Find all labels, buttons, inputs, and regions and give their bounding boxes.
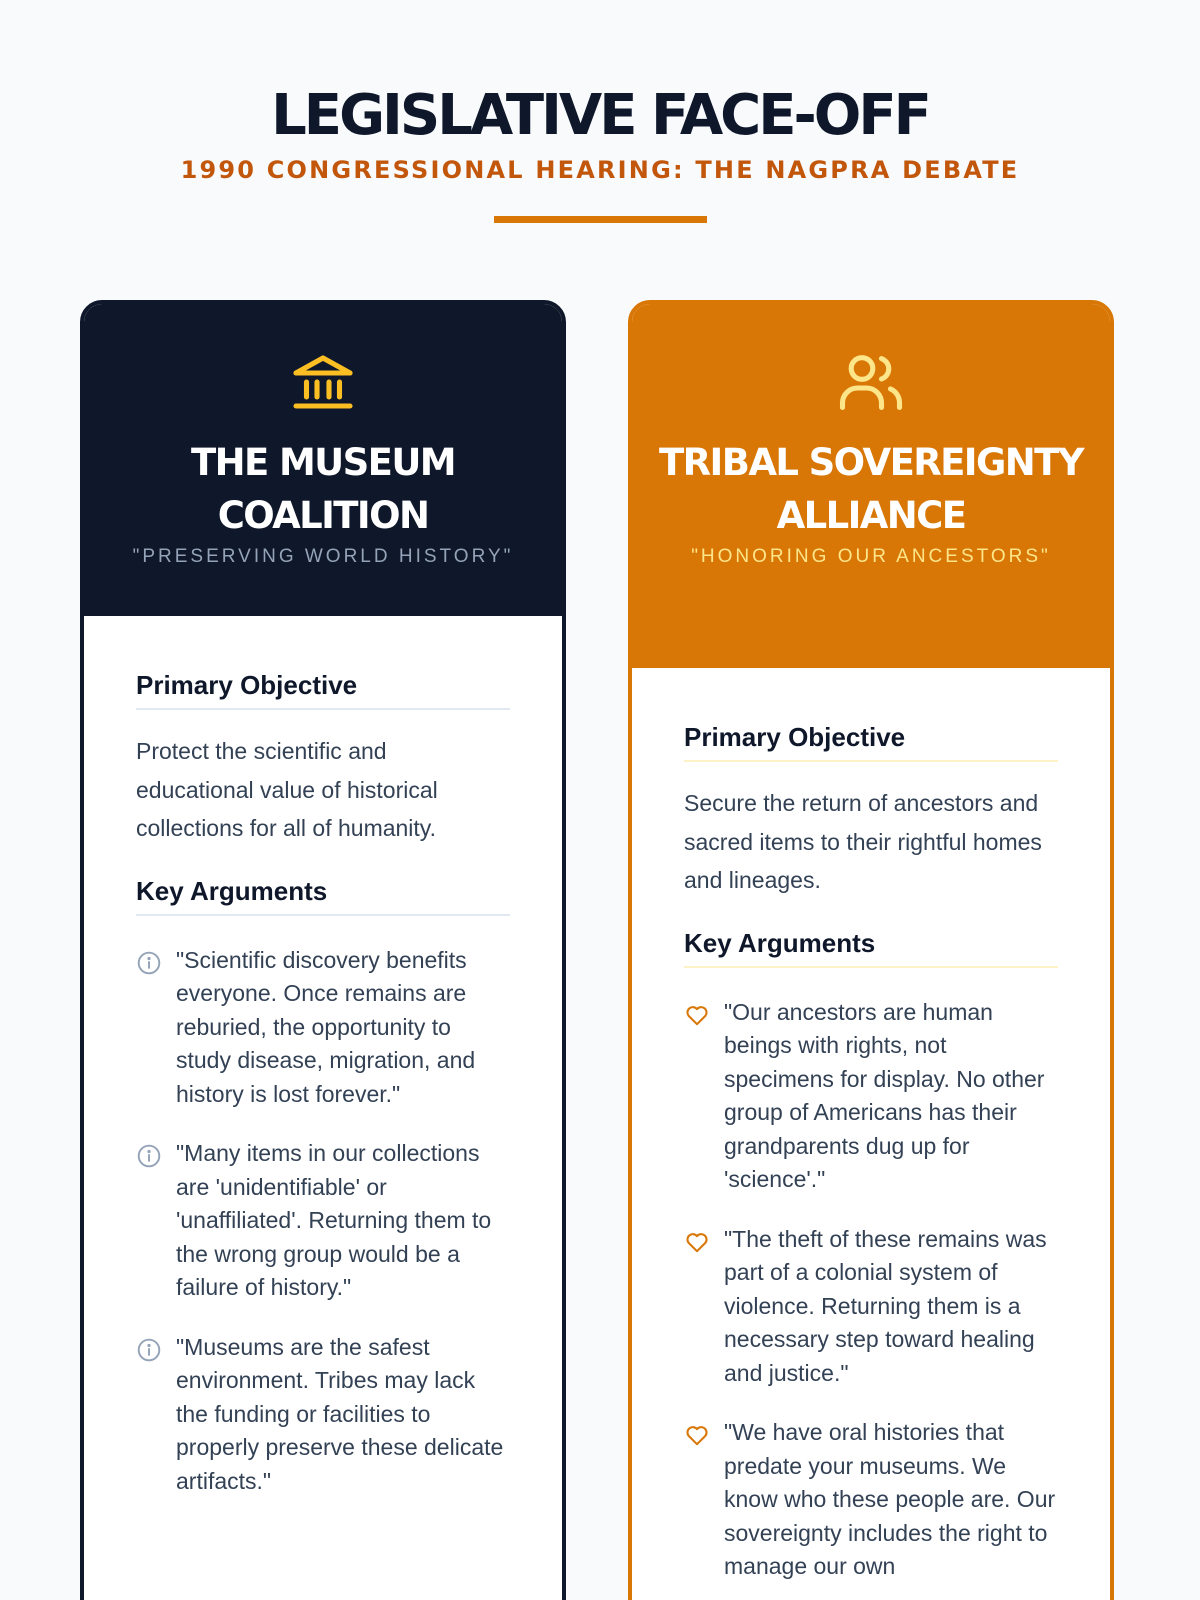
tribal-side-name: TRIBAL SOVEREIGNTY ALLIANCE [659, 441, 1083, 537]
tribal-argument-item [684, 1223, 1058, 1391]
museum-argument-text: "Many items in our collections are 'unidentifiable' or 'unaffiliated'. Returning them to the wrong group would be a failure of history." [176, 1140, 492, 1300]
museum-arguments-list [136, 944, 510, 1499]
info-circle-icon [136, 950, 162, 976]
tribal-objective-heading: Primary Objective [684, 718, 1058, 762]
museum-motto: "PRESERVING WORLD HISTORY" [132, 546, 514, 567]
museum-side-name: THE MUSEUM COALITION [190, 441, 455, 537]
museum-argument-item [136, 1331, 510, 1499]
people-icon [835, 346, 907, 418]
museum-card-body [84, 616, 562, 1498]
tribal-argument-text: "Our ancestors are human beings with rights, not specimens for display. No other group of Americans has their grandparents dug up for 'science'." [724, 998, 1045, 1192]
museum-card-header [84, 304, 562, 616]
tribal-alliance-card [628, 300, 1114, 1600]
museum-argument-item [136, 944, 510, 1112]
debate-columns [80, 300, 1120, 1600]
museum-argument-item [136, 1137, 510, 1305]
tribal-card-header [632, 304, 1110, 668]
info-circle-icon [136, 1143, 162, 1169]
museum-building-icon [287, 346, 359, 418]
header-divider [494, 216, 707, 223]
tribal-argument-item [684, 1416, 1058, 1584]
museum-argument-text: "Museums are the safest environment. Tribes may lack the funding or facilities to properly preserve these delicate artifacts." [176, 1333, 504, 1494]
museum-argument-text: "Scientific discovery benefits everyone. Once remains are reburied, the opportunity to study disease, migration, and history is lost forever." [176, 946, 476, 1107]
museum-arguments-heading: Key Arguments [136, 872, 510, 916]
info-circle-icon [136, 1337, 162, 1363]
tribal-argument-text: "We have oral histories that predate your museums. We know who these people are. Our sovereignty includes the right to manage our own [724, 1419, 1056, 1579]
museum-objective-text: Protect the scientific and educational value of historical collections for all of humanity. [136, 738, 438, 841]
tribal-objective-text: Secure the return of ancestors and sacred items to their rightful homes and lineages. [684, 790, 1042, 893]
tribal-arguments-heading: Key Arguments [684, 924, 1058, 968]
tribal-argument-item [684, 996, 1058, 1197]
page-subtitle: 1990 CONGRESSIONAL HEARING: THE NAGPRA DEBATE [180, 156, 1020, 184]
page-header [0, 0, 1200, 223]
tribal-argument-text: "The theft of these remains was part of a colonial system of violence. Returning them is a necessary step toward healing and justice." [724, 1225, 1047, 1386]
tribal-card-body [632, 668, 1110, 1584]
heart-icon [684, 1422, 710, 1448]
tribal-motto: "HONORING OUR ANCESTORS" [691, 546, 1051, 567]
page-title: LEGISLATIVE FACE-OFF [271, 83, 929, 148]
tribal-arguments-list [684, 996, 1058, 1584]
museum-coalition-card [80, 300, 566, 1600]
heart-icon [684, 1229, 710, 1255]
heart-icon [684, 1002, 710, 1028]
museum-objective-heading: Primary Objective [136, 666, 510, 710]
